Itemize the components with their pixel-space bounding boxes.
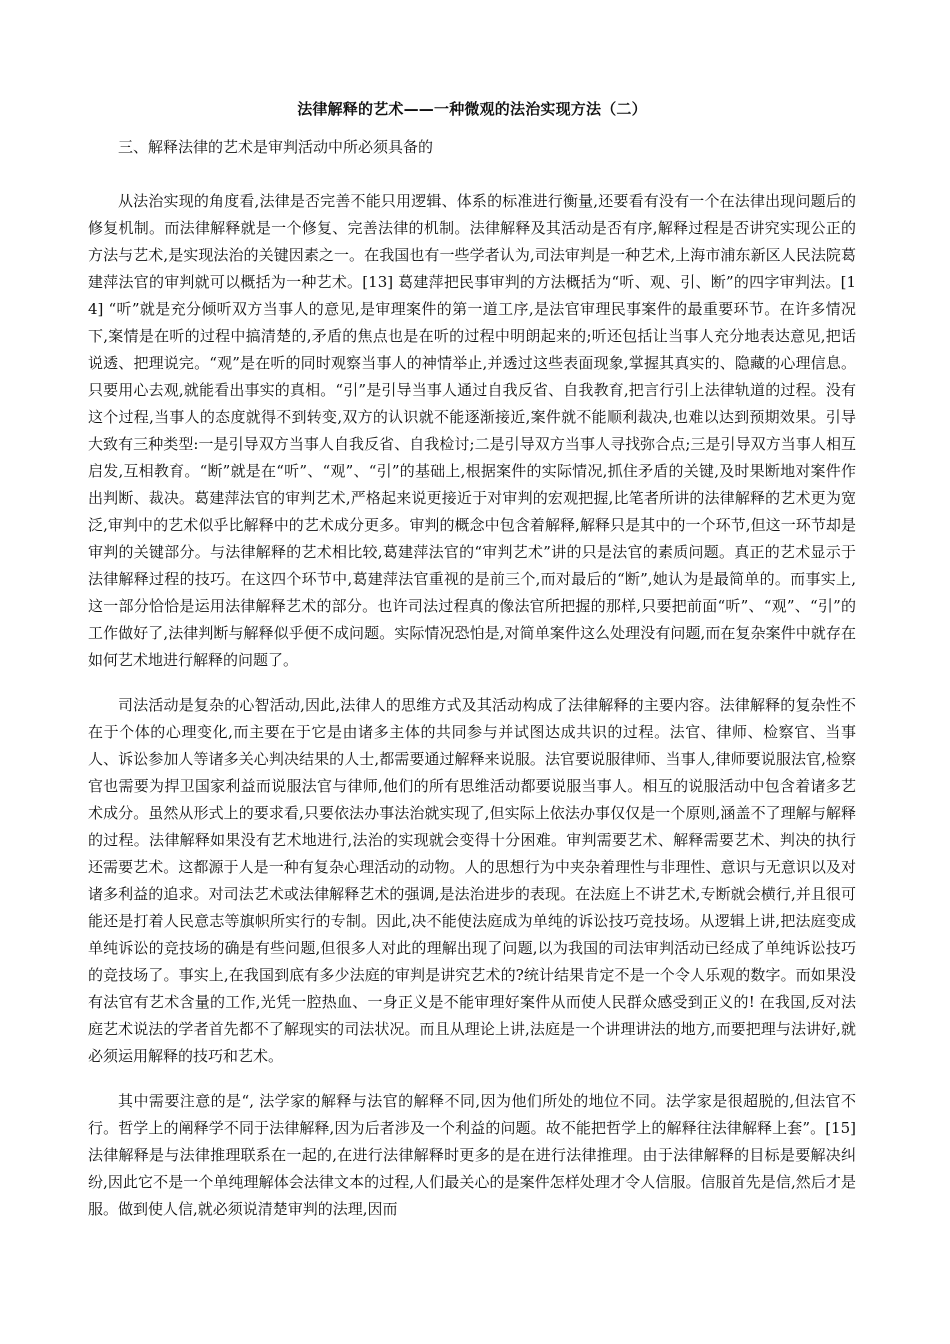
paragraph-2: 司法活动是复杂的心智活动,因此,法律人的思维方式及其活动构成了法律解释的主要内容。法律解释的复杂性不在于个体的心理变化,而主要在于它是由诸多主体的共同参与并试图达成共识的过程。法官、律师、检察官、当事人、诉讼参加人等诸多关心判决结果的人士,都需要通过解释来说服。法官要说服律师、当事人,律师要说服法官,检察官也需要为捍卫国家利益而说服法官与律师,他们的所有思维活动都要说服当事人。相互的说服活动中包含着诸多艺术成分。虽然从形式上的要求看,只要依法办事法治就实现了,但实际上依法办事仅仅是一个原则,涵盖不了理解与解释的过程。法律解释如果没有艺术地进行,法治的实现就会变得十分困难。审判需要艺术、解释需要艺术、判决的执行还需要艺术。这都源于人是一种有复杂心理活动的动物。人的思想行为中夹杂着理性与非理性、意识与无意识以及对诸多利益的追求。对司法艺术或法律解释艺术的强调,是法治进步的表现。在法庭上不讲艺术,专断就会横行,并且很可能还是打着人民意志等旗帜所实行的专制。因此,决不能使法庭成为单纯的诉讼技巧竞技场。从逻辑上讲,把法庭变成单纯诉讼的竞技场的确是有些问题,但很多人对此的理解出现了问题,以为我国的司法审判活动已经成了单纯诉讼技巧的竞技场了。事实上,在我国到底有多少法庭的审判是讲究艺术的?统计结果肯定不是一个令人乐观的数字。而如果没有法官有艺术含量的工作,光凭一腔热血、一身正义是不能审理好案件从而使人民群众感受到正义的! 在我国,反对法庭艺术说法的学者首先都不了解现实的司法状况。而且从理论上讲,法庭是一个讲理讲法的地方,而要把理与法讲好,就必须运用解释的技巧和艺术。 — [88, 696, 856, 1065]
paragraph-1: 从法治实现的角度看,法律是否完善不能只用逻辑、体系的标准进行衡量,还要看有没有一个在法律出现问题后的修复机制。而法律解释就是一个修复、完善法律的机制。法律解释及其活动是否有序,解释过程是否讲究实现公正的方法与艺术,是实现法治的关键因素之一。在我国也有一些学者认为,司法审判是一种艺术,上海市浦东新区人民法院葛建萍法官的审判就可以概括为一种艺术。[13] 葛建萍把民事审判的方法概括为“听、观、引、断”的四字审判法。[14] “听”就是充分倾听双方当事人的意见,是审理案件的第一道工序,是法官审理民事案件的最重要环节。在许多情况下,案情是在听的过程中搞清楚的,矛盾的焦点也是在听的过程中明朗起来的;听还包括让当事人充分地表达意见,把话说透、把理说完。“观”是在听的同时观察当事人的神情举止,并透过这些表面现象,掌握其真实的、隐藏的心理信息。只要用心去观,就能看出事实的真相。“引”是引导当事人通过自我反省、自我教育,把言行引上法律轨道的过程。没有这个过程,当事人的态度就得不到转变,双方的认识就不能逐渐接近,案件就不能顺利裁决,也难以达到预期效果。引导大致有三种类型:一是引导双方当事人自我反省、自我检讨;二是引导双方当事人寻找弥合点;三是引导双方当事人相互启发,互相教育。“断”就是在“听”、“观”、“引”的基础上,根据案件的实际情况,抓住矛盾的关键,及时果断地对案件作出判断、裁决。葛建萍法官的审判艺术,严格起来说更接近于对审判的宏观把握,比笔者所讲的法律解释的艺术更为宽泛,审判中的艺术似乎比解释中的艺术成分更多。审判的概念中包含着解释,解释只是其中的一个环节,但这一环节却是审判的关键部分。与法律解释的艺术相比较,葛建萍法官的“审判艺术”讲的只是法官的素质问题。真正的艺术显示于法律解释过程的技巧。在这四个环节中,葛建萍法官重视的是前三个,而对最后的“断”,她认为是最简单的。而事实上,这一部分恰恰是运用法律解释艺术的部分。也许司法过程真的像法官所把握的那样,只要把前面“听”、“观”、“引”的工作做好了,法律判断与解释似乎便不成问题。实际情况恐怕是,对简单案件这么处理没有问题,而在复杂案件中就存在如何艺术地进行解释的问题了。 — [88, 192, 856, 669]
document-page — [88, 96, 856, 1241]
section-heading: 三、解释法律的艺术是审判活动中所必须具备的 — [118, 138, 434, 156]
paragraph-3: 其中需要注意的是“, 法学家的解释与法官的解释不同,因为他们所处的地位不同。法学家是很超脱的,但法官不行。哲学上的阐释学不同于法律解释,因为后者涉及一个利益的问题。故不能把哲学上的解释往法律解释上套”。[15] 法律解释是与法律推理联系在一起的,在进行法律解释时更多的是在进行法律推理。由于法律解释的目标是要解决纠纷,因此它不是一个单纯理解体会法律文本的过程,人们最关心的是案件怎样处理才令人信服。信服首先是信,然后才是服。做到使人信,就必须说清楚审判的法理,因而 — [88, 1092, 856, 1218]
document-title: 法律解释的艺术——一种微观的法治实现方法（二） — [297, 100, 647, 118]
